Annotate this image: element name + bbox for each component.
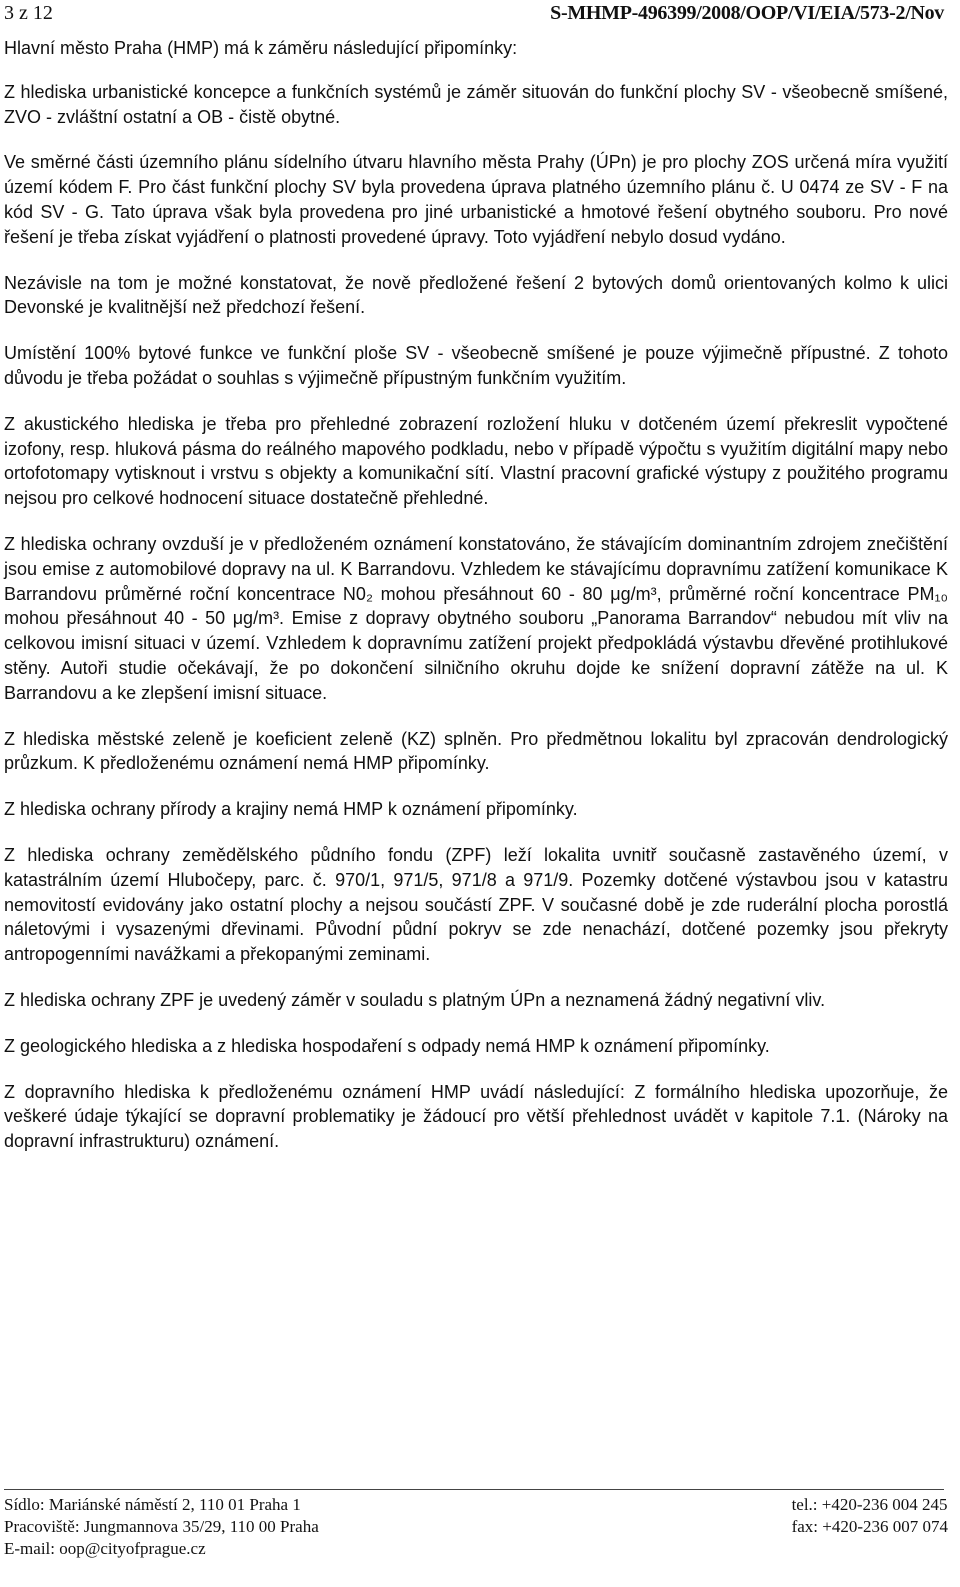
intro-line: Hlavní město Praha (HMP) má k záměru následující připomínky: — [4, 38, 518, 58]
paragraph-urban-greenery: Z hlediska městské zeleně je koeficient zeleně (KZ) splněn. Pro předmětnou lokalitu byl zpracován dendrologický průzkum. K předloženému oznámení nemá HMP připomínky. — [4, 728, 948, 774]
footer-workplace: Pracoviště: Jungmannova 35/29, 110 00 Praha — [4, 1517, 319, 1536]
paragraph-land-use-plan: Ve směrné části územního plánu sídelního útvaru hlavního města Prahy (ÚPn) je pro plochy ZOS určená míra využití území kódem F. Pro část funkční plochy SV byla provedena úprava platného územního plánu č. U 0474 ze SV - F na kód SV - G. Tato úprava však byla provedena pro jiné urbanistické a hmotové řešení obytného souboru. Pro nové řešení je třeba získat vyjádření o platnosti provedené úpravy. Toto vyjádření nebylo dosud vydáno. — [4, 152, 948, 247]
page-number: 3 z 12 — [4, 2, 53, 24]
paragraph-urban-concept: Z hlediska urbanistické koncepce a funkčních systémů je záměr situován do funkční plochy SV - všeobecně smíšené, ZVO - zvláštní ostatní a OB - čistě obytné. — [4, 81, 948, 127]
footer-telephone: tel.: +420-236 004 245 — [791, 1495, 948, 1514]
document-reference: S-MHMP-496399/2008/OOP/VI/EIA/573-2/Nov — [550, 2, 944, 24]
paragraph-geology-waste: Z geologického hlediska a z hlediska hospodaření s odpady nemá HMP k oznámení připomínky. — [4, 1035, 770, 1056]
paragraph-air-protection: Z hlediska ochrany ovzduší je v předloženém oznámení konstatováno, že stávajícím dominantním zdrojem znečištění jsou emise z automobilové dopravy na ul. K Barrandovu. Vzhledem ke stávajícímu dopravnímu zatížení komunikace K Barrandovu průměrné roční koncentrace N0₂ mohou přesáhnout 60 - 80 μg/m³, průměrné roční koncentrace PM₁₀ mohou přesáhnout 40 - 50 μg/m³. Emise z dopravy obytného souboru „Panorama Barrandov“ nebudou mít vliv na celkovou imisní situaci v území. Vzhledem k dopravnímu zatížení projekt předpokládá výstavbu dřevěné protihlukové stěny. Autoři studie očekávají, že po dokončení silničního okruhu dojde ke snížení dopravní zátěže na ul. K Barrandovu a ke zlepšení imisní situace. — [4, 533, 948, 703]
paragraph-nature-protection: Z hlediska ochrany přírody a krajiny nemá HMP k oznámení připomínky. — [4, 799, 578, 820]
footer-email-link[interactable]: E-mail: oop@cityofprague.cz — [4, 1539, 206, 1558]
paragraph-transport: Z dopravního hlediska k předloženému oznámení HMP uvádí následující: Z formálního hlediska upozorňuje, že veškeré údaje týkající se dopravní problematiky je žádoucí pro větší přehlednost uvádět v kapitole 7.1. (Nároky na dopravní infrastrukturu) oznámení. — [4, 1081, 948, 1152]
paragraph-zpf-compliance: Z hlediska ochrany ZPF je uvedený záměr v souladu s platným ÚPn a neznamená žádný negativní vliv. — [4, 989, 826, 1010]
page-header — [0, 0, 960, 26]
footer-address-block — [4, 1494, 319, 1560]
paragraph-agricultural-land: Z hlediska ochrany zemědělského půdního fondu (ZPF) leží lokalita uvnitř současně zastavěného území, v katastrálním území Hlubočepy, parc. č. 970/1, 971/5, 971/8 a 971/9. Pozemky dotčené výstavbou jsou v katastru nemovitostí evidovány jako ostatní plochy a nejsou součástí ZPF. V současné době je zde ruderální plocha porostlá náletovými i vysazenými dřevinami. Původní půdní pokryv se zde nenachází, dotčené pozemky jsou překryty antropogenními navážkami a překopanými zeminami. — [4, 844, 948, 965]
footer-divider — [4, 1489, 944, 1490]
document-body — [4, 36, 948, 1175]
footer-address: Sídlo: Mariánské náměstí 2, 110 01 Praha 1 — [4, 1495, 301, 1514]
footer-fax: fax: +420-236 007 074 — [791, 1517, 948, 1536]
paragraph-acoustics: Z akustického hlediska je třeba pro přehledné zobrazení rozložení hluku v dotčeném území překreslit vypočtené izofony, resp. hluková pásma do reálného mapového podkladu, nebo v případě výpočtu s využitím digitální mapy nebo ortofotomapy vytisknout i vrstvu s objekty a komunikační sítí. Vlastní pracovní grafické výstupy z použitého programu nejsou pro celkové hodnocení situace dostatečně přehledné. — [4, 413, 948, 509]
paragraph-housing-function: Umístění 100% bytové funkce ve funkční ploše SV - všeobecně smíšené je pouze výjimečně přípustné. Z tohoto důvodu je třeba požádat o souhlas s výjimečně přípustným funkčním využitím. — [4, 343, 948, 388]
footer-contact-block — [792, 1494, 948, 1538]
paragraph-new-solution: Nezávisle na tom je možné konstatovat, že nově předložené řešení 2 bytových domů orientovaných kolmo k ulici Devonské je kvalitnější než předchozí řešení. — [4, 272, 948, 318]
